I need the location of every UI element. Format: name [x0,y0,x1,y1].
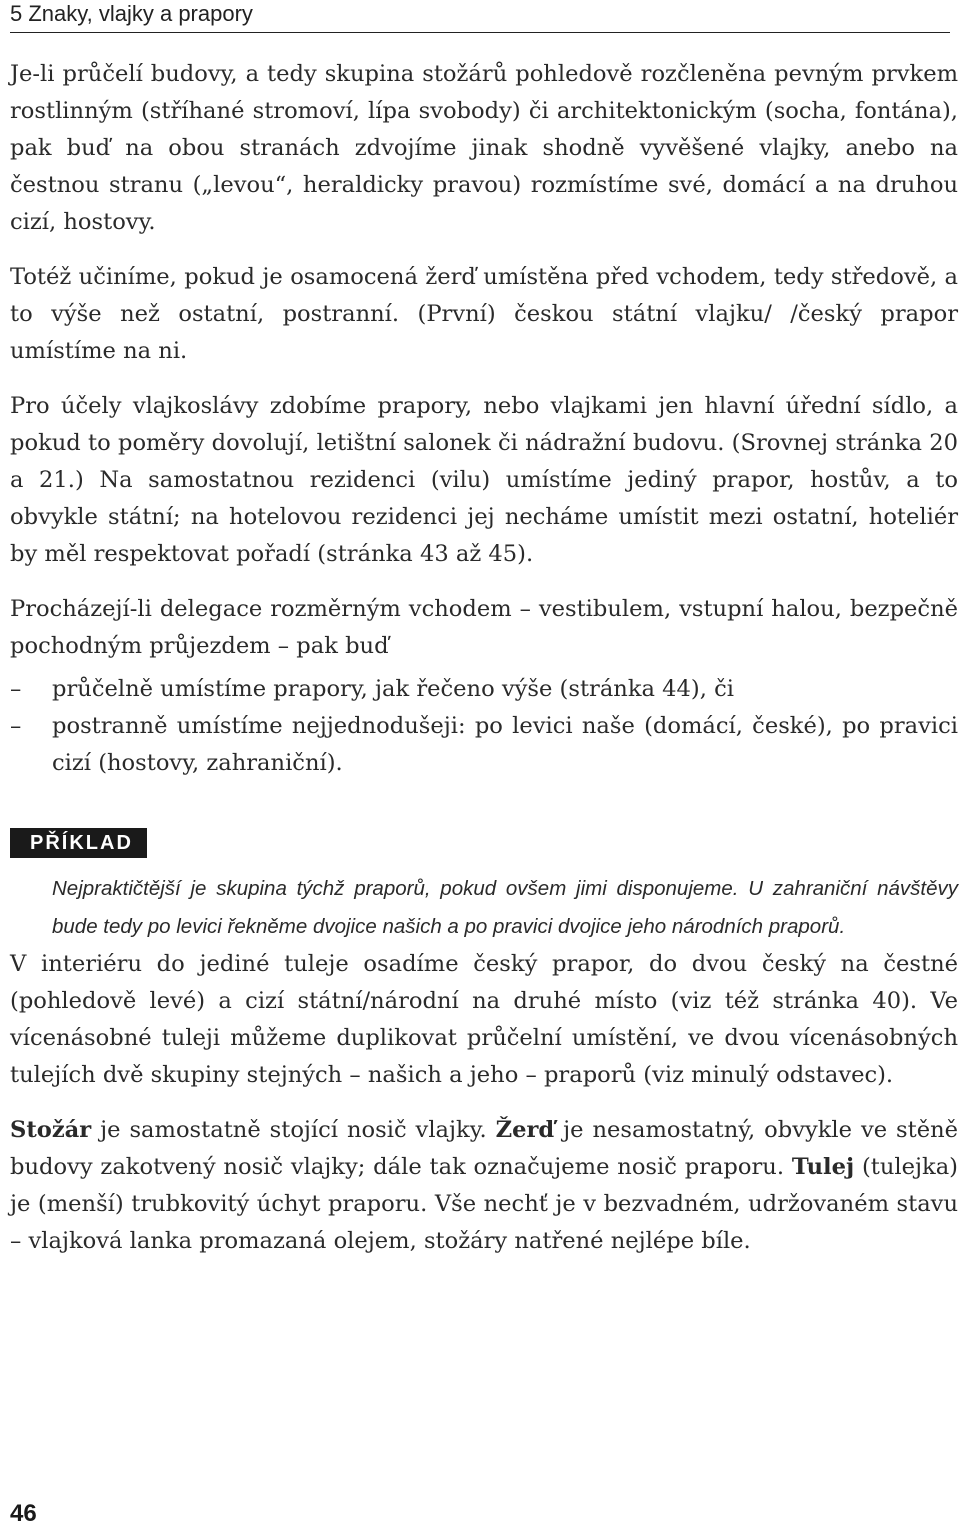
list-item [10,671,958,708]
definition-stozar: je samostatně stojící nosič vlajky. [91,1117,496,1143]
term-tulej: Tulej [791,1154,855,1180]
dash-list [10,671,958,782]
running-header [10,0,950,33]
page-body [10,56,958,1278]
definition-tulej: (tulejka) je (menší) trubkovitý úchyt praporu. Vše nechť je v bezvadném, udržovaném stavu – vlajková lanka promazaná olejem, stožáry natřené nejlépe bíle. [10,1154,958,1254]
paragraph-3: Pro účely vlajkoslávy zdobíme prapory, nebo vlajkami jen hlavní úřední sídlo, a pokud to poměry dovolují, letištní salonek či nádražní budovu. (Srovnej stránka 20 a 21.) Na samostatnou rezidenci (vilu) umístíme jediný prapor, hostův, a to obvykle státní; na hotelovou rezidenci jej necháme umístit mezi ostatní, hoteliér by měl respektovat pořadí (stránka 43 až 45). [10,393,958,567]
paragraph-4: Procházejí-li delegace rozměrným vchodem – vestibulem, vstupní halou, bezpečně pochodným průjezdem – pak buď [10,596,958,659]
page-number: 46 [10,1500,37,1527]
example-text: Nejpraktičtější je skupina týchž praporů, pokud ovšem jimi disponujeme. U zahraniční návštěvy bude tedy po levici řekněme dvojice našich a po pravici dvojice jeho národních praporů. [52,877,958,938]
dash-bullet: – [10,676,22,702]
example-block [10,782,958,946]
chapter-title: 5 Znaky, vlajky a prapory [10,1,253,26]
list-item [10,708,958,782]
paragraph-5: V interiéru do jediné tuleje osadíme český prapor, do dvou český na čestné (pohledově levé) a cizí státní/národní na druhé místo (viz též stránka 40). Ve vícenásobné tuleji můžeme duplikovat průčelní umístění, ve dvou vícenásobných tulejích dvě skupiny stejných – našich a jeho – praporů (viz minulý odstavec). [10,951,958,1088]
example-label: PŘÍKLAD [10,828,147,858]
list-item-text: postranně umístíme nejjednodušeji: po levici naše (domácí, české), po pravici cizí (hostovy, zahraniční). [52,713,958,776]
term-stozar: Stožár [10,1117,92,1143]
dash-bullet: – [10,713,22,739]
paragraph-1: Je-li průčelí budovy, a tedy skupina stožárů pohledově rozčleněna pevným prvkem rostlinným (stříhané stromoví, lípa svobody) či architektonickým (socha, fontána), pak buď na obou stranách zdvojíme jinak shodně vyvěšené vlajky, anebo na čestnou stranu („levou“, heraldicky pravou) rozmístíme své, domácí a na druhou cizí, hostovy. [10,61,958,235]
paragraph-definitions [10,1112,958,1260]
list-item-text: průčelně umístíme prapory, jak řečeno výše (stránka 44), či [52,676,734,702]
definition-zerd: je nesamostatný, obvykle ve stěně budovy zakotvený nosič vlajky; dále tak označujeme nosič praporu. [10,1117,958,1180]
term-zerd: Žerď [495,1117,555,1143]
paragraph-2: Totéž učiníme, pokud je osamocená žerď umístěna před vchodem, tedy středově, a to výše než ostatní, postranní. (První) českou státní vlajku/ /český prapor umístíme na ni. [10,264,958,364]
